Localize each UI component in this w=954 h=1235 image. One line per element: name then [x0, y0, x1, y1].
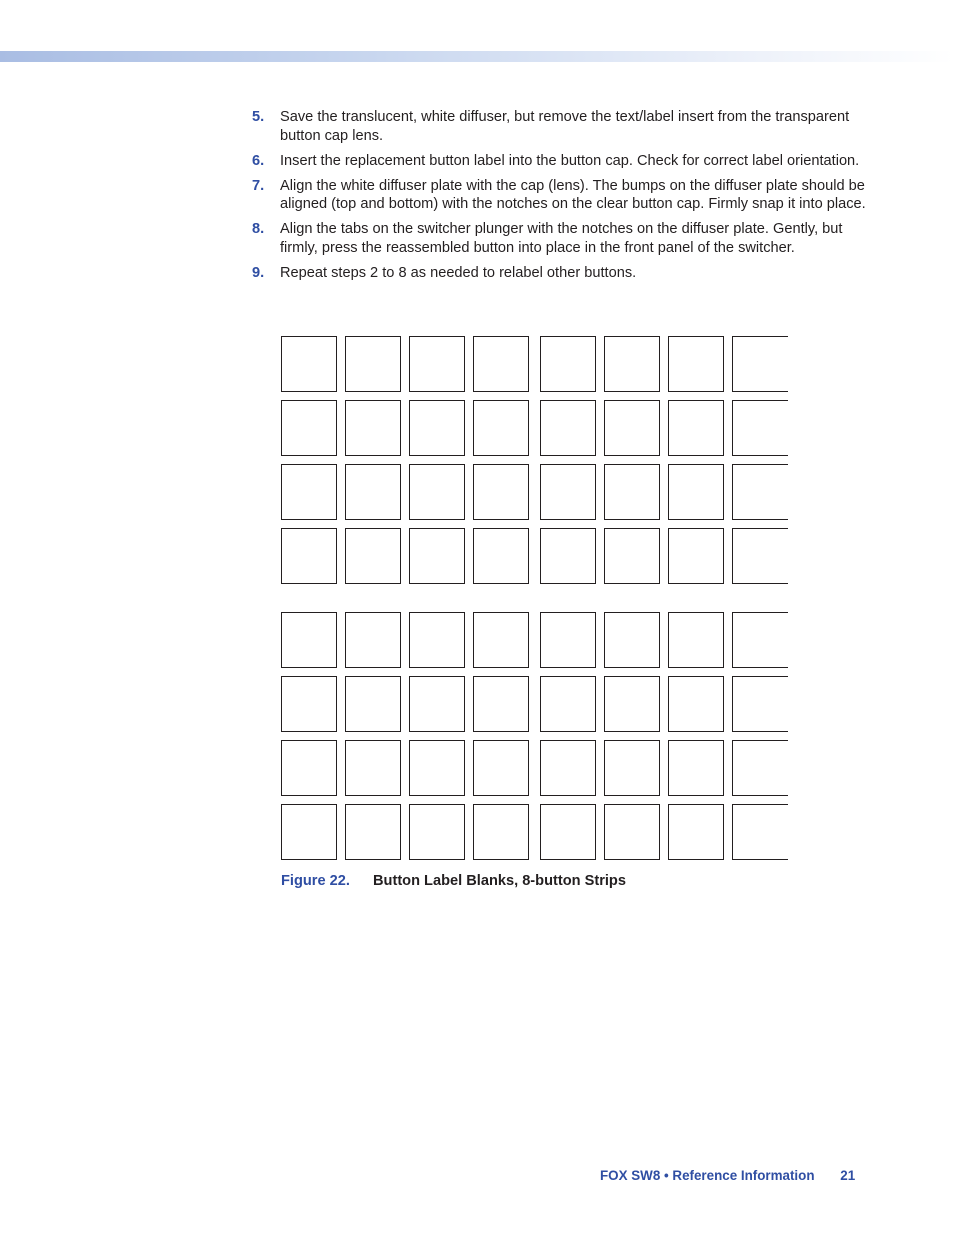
step-text: Align the white diffuser plate with the cap (lens). The bumps on the diffuser plate should be aligned (top and bottom) with the notches on the clear button cap. Firmly snap it into place.: [280, 177, 866, 213]
label-blanks-block-1: [281, 336, 796, 592]
label-blank: [732, 400, 788, 456]
footer-title: FOX SW8 • Reference Information: [600, 1168, 815, 1183]
label-blank: [409, 740, 465, 796]
label-blank: [540, 528, 596, 584]
label-blank: [668, 528, 724, 584]
label-strip-row: [281, 676, 796, 732]
label-blank: [281, 676, 337, 732]
label-blank: [345, 400, 401, 456]
page-number: 21: [840, 1168, 856, 1183]
label-blank: [345, 528, 401, 584]
label-blank: [668, 464, 724, 520]
step-9: [252, 264, 872, 283]
label-blank: [281, 612, 337, 668]
label-blank: [345, 336, 401, 392]
label-blank: [668, 676, 724, 732]
label-blank: [473, 612, 529, 668]
label-strip-row: [281, 740, 796, 796]
label-blank: [345, 464, 401, 520]
label-blank: [732, 676, 788, 732]
label-blank: [732, 804, 788, 860]
label-blank: [668, 740, 724, 796]
label-blank: [540, 804, 596, 860]
label-blank: [281, 528, 337, 584]
step-text: Insert the replacement button label into the button cap. Check for correct label orientation.: [280, 152, 860, 169]
header-band: [0, 51, 954, 62]
label-strip-row: [281, 804, 796, 860]
label-blank: [473, 336, 529, 392]
label-blanks-block-2: [281, 612, 796, 868]
label-blank: [281, 740, 337, 796]
label-blank: [540, 740, 596, 796]
label-blank: [409, 804, 465, 860]
step-number: 8.: [252, 221, 265, 238]
figure-title: Button Label Blanks, 8-button Strips: [373, 873, 626, 889]
label-blank: [281, 804, 337, 860]
label-blank: [473, 528, 529, 584]
label-blank: [668, 400, 724, 456]
step-text: Align the tabs on the switcher plunger with the notches on the diffuser plate. Gently, but firmly, press the reassembled button into place in the front panel of the switcher.: [280, 221, 843, 257]
step-number: 5.: [252, 109, 265, 125]
label-blank: [345, 612, 401, 668]
page-footer: [600, 1168, 855, 1183]
label-blank: [732, 464, 788, 520]
label-blank: [604, 612, 660, 668]
label-blank: [668, 336, 724, 392]
step-7: [252, 177, 872, 214]
step-6: [252, 152, 872, 171]
label-strip-row: [281, 464, 796, 520]
label-blank: [409, 336, 465, 392]
label-blank: [409, 528, 465, 584]
label-blank: [473, 740, 529, 796]
label-blank: [409, 612, 465, 668]
label-blank: [604, 400, 660, 456]
label-blank: [732, 528, 788, 584]
label-blank: [409, 464, 465, 520]
label-blank: [604, 336, 660, 392]
label-blank: [604, 464, 660, 520]
label-blank: [345, 740, 401, 796]
label-blank: [668, 804, 724, 860]
label-blank: [409, 400, 465, 456]
step-text: Repeat steps 2 to 8 as needed to relabel other buttons.: [280, 265, 637, 282]
label-blank: [604, 528, 660, 584]
label-blank: [345, 676, 401, 732]
step-text: Save the translucent, white diffuser, but remove the text/label insert from the transparent button cap lens.: [280, 109, 850, 144]
label-blank: [604, 804, 660, 860]
label-blank: [281, 400, 337, 456]
label-blank: [473, 676, 529, 732]
label-blank: [540, 400, 596, 456]
label-blank: [345, 804, 401, 860]
label-strip-row: [281, 400, 796, 456]
procedure-steps: [252, 108, 872, 289]
step-8: [252, 220, 872, 257]
label-blank: [732, 336, 788, 392]
label-blank: [473, 400, 529, 456]
label-blank: [668, 612, 724, 668]
label-blank: [732, 612, 788, 668]
label-blank: [473, 464, 529, 520]
label-blank: [604, 740, 660, 796]
label-blank: [540, 464, 596, 520]
step-number: 9.: [252, 265, 265, 282]
label-blank: [409, 676, 465, 732]
label-blank: [281, 336, 337, 392]
figure-caption: [281, 873, 626, 889]
label-blank: [540, 676, 596, 732]
label-blank: [473, 804, 529, 860]
label-blank: [604, 676, 660, 732]
label-blank: [540, 612, 596, 668]
step-5: [252, 108, 872, 145]
step-number: 7.: [252, 177, 265, 194]
step-number: 6.: [252, 152, 265, 169]
label-strip-row: [281, 612, 796, 668]
label-strip-row: [281, 336, 796, 392]
figure-number: Figure 22.: [281, 873, 350, 889]
label-blank: [281, 464, 337, 520]
label-blank: [540, 336, 596, 392]
label-blank: [732, 740, 788, 796]
label-strip-row: [281, 528, 796, 584]
